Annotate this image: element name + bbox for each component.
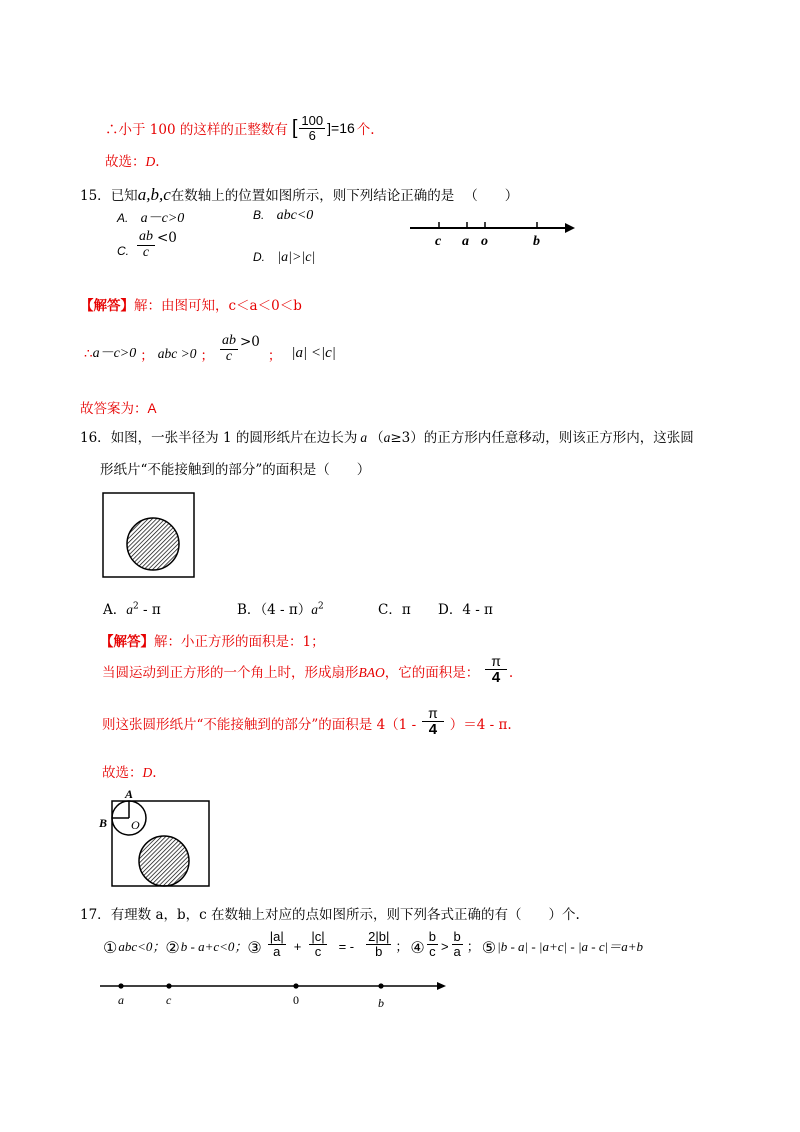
q15-option-b: B. abc<0 bbox=[253, 208, 314, 223]
q15-label-o: o bbox=[481, 234, 488, 249]
q17-stem: 17．有理数 a，b，c 在数轴上对应的点如图所示，则下列各式正确的有（ ）个. bbox=[80, 907, 580, 923]
q17-label-b: b bbox=[378, 996, 384, 1010]
q16-solution-line2: 当圆运动到正方形的一个角上时，形成扇形 BAO ，它的面积是： $\frac{\pi}{4}$ . bbox=[102, 653, 514, 686]
q16-stem-line1: 16．如图，一张半径为 1 的圆形纸片在边长为 a （a≥3）的正方形内任意移动，则该正方形内，这张圆 bbox=[80, 430, 694, 446]
q16-figure bbox=[100, 490, 200, 582]
q16-sol-label-o: O bbox=[131, 818, 140, 832]
q17-statements: ① abc<0； ② b - a+c<0； ③ $\frac{|a|}{a}$ + $\frac{|c|}{c}$ = - $\frac{2|b|}{b}$ ； ④ $\frac{b}{c}$ > $\frac{b}{a}$ ； ⑤ |b - a| - |a+c| - |a - c|＝a+b bbox=[103, 929, 643, 959]
q16-solution-line1: 【解答】解：小正方形的面积是：1； bbox=[100, 634, 325, 650]
q16-option-b: B．$(4 - \pi)a^2$ bbox=[237, 601, 324, 618]
q17-number-line bbox=[98, 978, 450, 1012]
q15-solution-line1: 【解答】解：由图可知，c＜a＜0＜b bbox=[80, 298, 302, 314]
q15-label-b: b bbox=[533, 234, 540, 249]
q17-point-b bbox=[378, 983, 383, 988]
q16-circle bbox=[127, 518, 179, 570]
q15-stem: 15．已知a,b,c在数轴上的位置如图所示，则下列结论正确的是 （ ） bbox=[80, 185, 519, 204]
q17-point-zero bbox=[293, 983, 298, 988]
q17-axis-arrow bbox=[437, 982, 446, 990]
q15-number-line bbox=[405, 215, 580, 250]
prev-choose-line: 故选：D. bbox=[105, 154, 160, 170]
q15-final-answer: 故答案为：A bbox=[80, 401, 157, 416]
q16-option-d: D．4 - π bbox=[438, 602, 493, 618]
q17-point-a bbox=[118, 983, 123, 988]
prev-answer-formula: [ $\frac{100}{6}$ ]=16 bbox=[291, 112, 355, 143]
q15-axis-arrow bbox=[565, 223, 575, 233]
q16-sol-hatched-circle bbox=[139, 836, 189, 886]
q15-option-c: C. $\frac{ab}{c}$ <0 bbox=[117, 229, 177, 260]
prev-answer-text: ∴小于 100 的这样的正整数有 bbox=[105, 122, 288, 138]
q16-stem-line2: 形纸片“不能接触到的部分”的面积是（ ） bbox=[100, 462, 371, 478]
q15-solution-line2: ∴ a－c>0 ； abc >0 ； $\frac{ab}{c}$ >0 ； |a| <|c| bbox=[84, 333, 336, 365]
q15-label-a: a bbox=[462, 234, 469, 249]
q17-label-c: c bbox=[166, 993, 172, 1007]
q16-solution-figure bbox=[98, 785, 216, 890]
q17-label-zero: 0 bbox=[293, 993, 299, 1007]
q16-solution-line3: 则这张圆形纸片“不能接触到的部分”的面积是 4（1 - $\frac{\pi}{4}$ ）＝4 - π. bbox=[102, 705, 512, 738]
prev-answer-line: ∴小于 100 的这样的正整数有 [ $\frac{100}{6}$ ]=16 个. bbox=[105, 112, 375, 143]
q15-option-a: A. a－c>0 bbox=[117, 211, 185, 226]
q16-choose-line: 故选：D. bbox=[102, 765, 157, 781]
q15-label-c: c bbox=[435, 234, 442, 249]
q16-sol-label-a: A bbox=[125, 787, 134, 801]
q17-point-c bbox=[166, 983, 171, 988]
q17-label-a: a bbox=[118, 993, 124, 1007]
q16-sol-label-b: B bbox=[99, 816, 108, 830]
q16-option-a: A．$a^2$ - π bbox=[103, 601, 161, 618]
q16-option-c: C．π bbox=[378, 602, 411, 618]
q15-option-d: D. |a|>|c| bbox=[253, 250, 316, 265]
